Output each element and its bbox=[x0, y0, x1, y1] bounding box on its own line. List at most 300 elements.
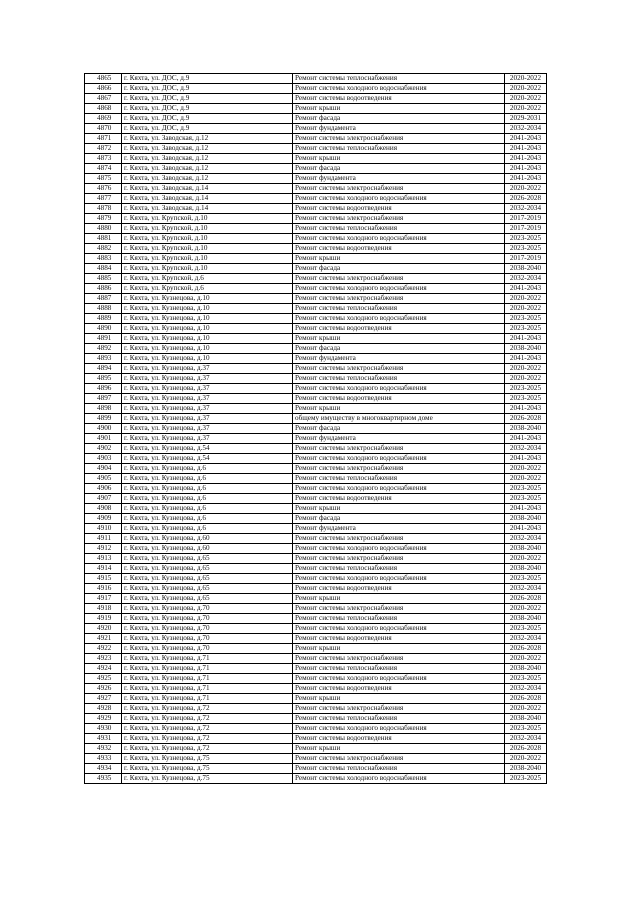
table-row bbox=[85, 464, 547, 474]
period-cell: 2023-2025 bbox=[505, 574, 547, 584]
period-cell: 2026-2028 bbox=[505, 414, 547, 424]
work-type-cell: Ремонт системы водоотведения bbox=[293, 734, 505, 744]
table-row bbox=[85, 264, 547, 274]
period-cell: 2023-2025 bbox=[505, 724, 547, 734]
work-type-cell: Ремонт системы теплоснабжения bbox=[293, 474, 505, 484]
address-cell: г. Кяхта, ул. Заводская, д.12 bbox=[122, 134, 293, 144]
work-type-cell: Ремонт системы теплоснабжения bbox=[293, 304, 505, 314]
address-cell: г. Кяхта, ул. ДОС, д.9 bbox=[122, 74, 293, 84]
period-cell: 2038-2040 bbox=[505, 714, 547, 724]
row-number-cell: 4921 bbox=[85, 634, 122, 644]
work-type-cell: Ремонт системы теплоснабжения bbox=[293, 564, 505, 574]
row-number-cell: 4906 bbox=[85, 484, 122, 494]
period-cell: 2038-2040 bbox=[505, 564, 547, 574]
period-cell: 2041-2043 bbox=[505, 174, 547, 184]
address-cell: г. Кяхта, ул. Кузнецова, д.72 bbox=[122, 744, 293, 754]
address-cell: г. Кяхта, ул. Кузнецова, д.37 bbox=[122, 404, 293, 414]
table-row bbox=[85, 414, 547, 424]
work-type-cell: Ремонт фасада bbox=[293, 114, 505, 124]
table-row bbox=[85, 354, 547, 364]
row-number-cell: 4871 bbox=[85, 134, 122, 144]
period-cell: 2017-2019 bbox=[505, 214, 547, 224]
table-row bbox=[85, 114, 547, 124]
address-cell: г. Кяхта, ул. Кузнецова, д.65 bbox=[122, 594, 293, 604]
address-cell: г. Кяхта, ул. Крупской, д.10 bbox=[122, 264, 293, 274]
table-row bbox=[85, 594, 547, 604]
table-row bbox=[85, 284, 547, 294]
work-type-cell: Ремонт системы электроснабжения bbox=[293, 184, 505, 194]
row-number-cell: 4870 bbox=[85, 124, 122, 134]
period-cell: 2038-2040 bbox=[505, 614, 547, 624]
period-cell: 2020-2022 bbox=[505, 704, 547, 714]
work-type-cell: Ремонт системы холодного водоснабжения bbox=[293, 674, 505, 684]
work-type-cell: Ремонт системы холодного водоснабжения bbox=[293, 484, 505, 494]
table-row bbox=[85, 604, 547, 614]
row-number-cell: 4885 bbox=[85, 274, 122, 284]
row-number-cell: 4931 bbox=[85, 734, 122, 744]
address-cell: г. Кяхта, ул. Крупской, д.10 bbox=[122, 244, 293, 254]
work-type-cell: Ремонт системы водоотведения bbox=[293, 394, 505, 404]
table-row bbox=[85, 724, 547, 734]
table-row bbox=[85, 84, 547, 94]
table-row bbox=[85, 294, 547, 304]
period-cell: 2041-2043 bbox=[505, 164, 547, 174]
row-number-cell: 4897 bbox=[85, 394, 122, 404]
row-number-cell: 4933 bbox=[85, 754, 122, 764]
address-cell: г. Кяхта, ул. Кузнецова, д.70 bbox=[122, 634, 293, 644]
period-cell: 2020-2022 bbox=[505, 474, 547, 484]
period-cell: 2020-2022 bbox=[505, 754, 547, 764]
table-row bbox=[85, 424, 547, 434]
address-cell: г. Кяхта, ул. Кузнецова, д.71 bbox=[122, 654, 293, 664]
row-number-cell: 4877 bbox=[85, 194, 122, 204]
work-type-cell: Ремонт системы электроснабжения bbox=[293, 294, 505, 304]
period-cell: 2020-2022 bbox=[505, 464, 547, 474]
period-cell: 2023-2025 bbox=[505, 384, 547, 394]
row-number-cell: 4866 bbox=[85, 84, 122, 94]
period-cell: 2032-2034 bbox=[505, 534, 547, 544]
table-row bbox=[85, 144, 547, 154]
work-type-cell: Ремонт системы теплоснабжения bbox=[293, 74, 505, 84]
address-cell: г. Кяхта, ул. Заводская, д.14 bbox=[122, 204, 293, 214]
table-row bbox=[85, 454, 547, 464]
period-cell: 2020-2022 bbox=[505, 104, 547, 114]
row-number-cell: 4909 bbox=[85, 514, 122, 524]
address-cell: г. Кяхта, ул. Кузнецова, д.72 bbox=[122, 724, 293, 734]
table-row bbox=[85, 694, 547, 704]
period-cell: 2041-2043 bbox=[505, 334, 547, 344]
address-cell: г. Кяхта, ул. Кузнецова, д.72 bbox=[122, 704, 293, 714]
period-cell: 2023-2025 bbox=[505, 774, 547, 784]
work-type-cell: Ремонт системы холодного водоснабжения bbox=[293, 314, 505, 324]
address-cell: г. Кяхта, ул. Кузнецова, д.54 bbox=[122, 444, 293, 454]
work-type-cell: Ремонт крыши bbox=[293, 104, 505, 114]
row-number-cell: 4929 bbox=[85, 714, 122, 724]
row-number-cell: 4868 bbox=[85, 104, 122, 114]
work-type-cell: Ремонт системы электроснабжения bbox=[293, 444, 505, 454]
table-row bbox=[85, 234, 547, 244]
address-cell: г. Кяхта, ул. Кузнецова, д.71 bbox=[122, 664, 293, 674]
row-number-cell: 4872 bbox=[85, 144, 122, 154]
work-type-cell: Ремонт системы электроснабжения bbox=[293, 274, 505, 284]
work-type-cell: Ремонт системы водоотведения bbox=[293, 204, 505, 214]
address-cell: г. Кяхта, ул. Кузнецова, д.70 bbox=[122, 644, 293, 654]
row-number-cell: 4880 bbox=[85, 224, 122, 234]
period-cell: 2032-2034 bbox=[505, 204, 547, 214]
period-cell: 2020-2022 bbox=[505, 654, 547, 664]
address-cell: г. Кяхта, ул. Кузнецова, д.10 bbox=[122, 344, 293, 354]
period-cell: 2026-2028 bbox=[505, 194, 547, 204]
row-number-cell: 4907 bbox=[85, 494, 122, 504]
period-cell: 2032-2034 bbox=[505, 124, 547, 134]
table-row bbox=[85, 124, 547, 134]
table-body bbox=[85, 74, 547, 784]
row-number-cell: 4884 bbox=[85, 264, 122, 274]
period-cell: 2023-2025 bbox=[505, 234, 547, 244]
address-cell: г. Кяхта, ул. Крупской, д.6 bbox=[122, 274, 293, 284]
work-type-cell: Ремонт системы теплоснабжения bbox=[293, 664, 505, 674]
table-row bbox=[85, 644, 547, 654]
work-type-cell: Ремонт фасада bbox=[293, 264, 505, 274]
table-row bbox=[85, 274, 547, 284]
table-row bbox=[85, 474, 547, 484]
table-row bbox=[85, 554, 547, 564]
table-row bbox=[85, 344, 547, 354]
table-row bbox=[85, 524, 547, 534]
row-number-cell: 4873 bbox=[85, 154, 122, 164]
period-cell: 2038-2040 bbox=[505, 664, 547, 674]
period-cell: 2023-2025 bbox=[505, 484, 547, 494]
work-type-cell: Ремонт системы электроснабжения bbox=[293, 364, 505, 374]
row-number-cell: 4893 bbox=[85, 354, 122, 364]
work-type-cell: Ремонт системы электроснабжения bbox=[293, 704, 505, 714]
work-type-cell: Ремонт системы теплоснабжения bbox=[293, 374, 505, 384]
row-number-cell: 4865 bbox=[85, 74, 122, 84]
row-number-cell: 4922 bbox=[85, 644, 122, 654]
address-cell: г. Кяхта, ул. Кузнецова, д.37 bbox=[122, 414, 293, 424]
address-cell: г. Кяхта, ул. Кузнецова, д.54 bbox=[122, 454, 293, 464]
table-row bbox=[85, 444, 547, 454]
work-type-cell: Ремонт фундамента bbox=[293, 434, 505, 444]
address-cell: г. Кяхта, ул. Крупской, д.10 bbox=[122, 224, 293, 234]
table-row bbox=[85, 254, 547, 264]
row-number-cell: 4876 bbox=[85, 184, 122, 194]
row-number-cell: 4892 bbox=[85, 344, 122, 354]
period-cell: 2023-2025 bbox=[505, 394, 547, 404]
row-number-cell: 4908 bbox=[85, 504, 122, 514]
row-number-cell: 4916 bbox=[85, 584, 122, 594]
address-cell: г. Кяхта, ул. ДОС, д.9 bbox=[122, 114, 293, 124]
row-number-cell: 4911 bbox=[85, 534, 122, 544]
address-cell: г. Кяхта, ул. Кузнецова, д.71 bbox=[122, 674, 293, 684]
work-type-cell: Ремонт фундамента bbox=[293, 124, 505, 134]
row-number-cell: 4934 bbox=[85, 764, 122, 774]
work-type-cell: Ремонт фасада bbox=[293, 164, 505, 174]
row-number-cell: 4895 bbox=[85, 374, 122, 384]
table-row bbox=[85, 504, 547, 514]
address-cell: г. Кяхта, ул. ДОС, д.9 bbox=[122, 124, 293, 134]
table-row bbox=[85, 754, 547, 764]
period-cell: 2041-2043 bbox=[505, 404, 547, 414]
row-number-cell: 4882 bbox=[85, 244, 122, 254]
row-number-cell: 4915 bbox=[85, 574, 122, 584]
row-number-cell: 4894 bbox=[85, 364, 122, 374]
work-type-cell: Ремонт системы водоотведения bbox=[293, 634, 505, 644]
address-cell: г. Кяхта, ул. Кузнецова, д.75 bbox=[122, 774, 293, 784]
work-type-cell: Ремонт фасада bbox=[293, 514, 505, 524]
table-row bbox=[85, 634, 547, 644]
period-cell: 2026-2028 bbox=[505, 644, 547, 654]
period-cell: 2041-2043 bbox=[505, 134, 547, 144]
period-cell: 2041-2043 bbox=[505, 354, 547, 364]
row-number-cell: 4883 bbox=[85, 254, 122, 264]
address-cell: г. Кяхта, ул. Кузнецова, д.10 bbox=[122, 314, 293, 324]
row-number-cell: 4891 bbox=[85, 334, 122, 344]
work-type-cell: Ремонт системы водоотведения bbox=[293, 494, 505, 504]
table-row bbox=[85, 104, 547, 114]
table-row bbox=[85, 564, 547, 574]
period-cell: 2032-2034 bbox=[505, 734, 547, 744]
row-number-cell: 4899 bbox=[85, 414, 122, 424]
row-number-cell: 4905 bbox=[85, 474, 122, 484]
table-row bbox=[85, 164, 547, 174]
period-cell: 2020-2022 bbox=[505, 84, 547, 94]
address-cell: г. Кяхта, ул. Заводская, д.12 bbox=[122, 154, 293, 164]
period-cell: 2023-2025 bbox=[505, 314, 547, 324]
period-cell: 2029-2031 bbox=[505, 114, 547, 124]
period-cell: 2020-2022 bbox=[505, 94, 547, 104]
row-number-cell: 4900 bbox=[85, 424, 122, 434]
row-number-cell: 4879 bbox=[85, 214, 122, 224]
period-cell: 2041-2043 bbox=[505, 284, 547, 294]
row-number-cell: 4903 bbox=[85, 454, 122, 464]
table-row bbox=[85, 394, 547, 404]
work-type-cell: Ремонт системы электроснабжения bbox=[293, 134, 505, 144]
row-number-cell: 4919 bbox=[85, 614, 122, 624]
row-number-cell: 4924 bbox=[85, 664, 122, 674]
work-type-cell: Ремонт крыши bbox=[293, 694, 505, 704]
period-cell: 2032-2034 bbox=[505, 634, 547, 644]
table-row bbox=[85, 534, 547, 544]
period-cell: 2032-2034 bbox=[505, 584, 547, 594]
work-type-cell: Ремонт системы холодного водоснабжения bbox=[293, 574, 505, 584]
period-cell: 2020-2022 bbox=[505, 374, 547, 384]
period-cell: 2020-2022 bbox=[505, 304, 547, 314]
address-cell: г. Кяхта, ул. Кузнецова, д.75 bbox=[122, 754, 293, 764]
row-number-cell: 4928 bbox=[85, 704, 122, 714]
period-cell: 2041-2043 bbox=[505, 454, 547, 464]
period-cell: 2017-2019 bbox=[505, 224, 547, 234]
address-cell: г. Кяхта, ул. Кузнецова, д.6 bbox=[122, 474, 293, 484]
table-row bbox=[85, 574, 547, 584]
row-number-cell: 4925 bbox=[85, 674, 122, 684]
row-number-cell: 4927 bbox=[85, 694, 122, 704]
row-number-cell: 4878 bbox=[85, 204, 122, 214]
work-type-cell: Ремонт системы электроснабжения bbox=[293, 754, 505, 764]
row-number-cell: 4902 bbox=[85, 444, 122, 454]
table-row bbox=[85, 194, 547, 204]
table-row bbox=[85, 134, 547, 144]
work-type-cell: Ремонт системы холодного водоснабжения bbox=[293, 84, 505, 94]
work-type-cell: Ремонт фасада bbox=[293, 424, 505, 434]
address-cell: г. Кяхта, ул. Кузнецова, д.72 bbox=[122, 734, 293, 744]
period-cell: 2038-2040 bbox=[505, 264, 547, 274]
address-cell: г. Кяхта, ул. Кузнецова, д.71 bbox=[122, 684, 293, 694]
row-number-cell: 4920 bbox=[85, 624, 122, 634]
table-row bbox=[85, 624, 547, 634]
address-cell: г. Кяхта, ул. Заводская, д.14 bbox=[122, 194, 293, 204]
table-row bbox=[85, 314, 547, 324]
row-number-cell: 4896 bbox=[85, 384, 122, 394]
row-number-cell: 4932 bbox=[85, 744, 122, 754]
table-row bbox=[85, 734, 547, 744]
table-row bbox=[85, 204, 547, 214]
address-cell: г. Кяхта, ул. Крупской, д.10 bbox=[122, 234, 293, 244]
work-type-cell: Ремонт крыши bbox=[293, 334, 505, 344]
table-row bbox=[85, 434, 547, 444]
period-cell: 2020-2022 bbox=[505, 554, 547, 564]
period-cell: 2026-2028 bbox=[505, 744, 547, 754]
address-cell: г. Кяхта, ул. Кузнецова, д.6 bbox=[122, 464, 293, 474]
table-row bbox=[85, 334, 547, 344]
work-type-cell: Ремонт системы электроснабжения bbox=[293, 554, 505, 564]
work-type-cell: Ремонт системы холодного водоснабжения bbox=[293, 624, 505, 634]
work-type-cell: Ремонт системы водоотведения bbox=[293, 684, 505, 694]
row-number-cell: 4926 bbox=[85, 684, 122, 694]
period-cell: 2023-2025 bbox=[505, 624, 547, 634]
period-cell: 2020-2022 bbox=[505, 364, 547, 374]
address-cell: г. Кяхта, ул. Заводская, д.12 bbox=[122, 164, 293, 174]
table-row bbox=[85, 774, 547, 784]
period-cell: 2041-2043 bbox=[505, 144, 547, 154]
address-cell: г. Кяхта, ул. Кузнецова, д.70 bbox=[122, 614, 293, 624]
address-cell: г. Кяхта, ул. Кузнецова, д.37 bbox=[122, 424, 293, 434]
work-type-cell: Ремонт системы холодного водоснабжения bbox=[293, 544, 505, 554]
address-cell: г. Кяхта, ул. Кузнецова, д.10 bbox=[122, 294, 293, 304]
period-cell: 2017-2019 bbox=[505, 254, 547, 264]
work-type-cell: Ремонт крыши bbox=[293, 254, 505, 264]
work-type-cell: Ремонт системы теплоснабжения bbox=[293, 144, 505, 154]
row-number-cell: 4904 bbox=[85, 464, 122, 474]
period-cell: 2026-2028 bbox=[505, 694, 547, 704]
table-row bbox=[85, 304, 547, 314]
table-row bbox=[85, 174, 547, 184]
row-number-cell: 4914 bbox=[85, 564, 122, 574]
address-cell: г. Кяхта, ул. Кузнецова, д.37 bbox=[122, 384, 293, 394]
address-cell: г. Кяхта, ул. Кузнецова, д.37 bbox=[122, 434, 293, 444]
work-type-cell: Ремонт системы теплоснабжения bbox=[293, 614, 505, 624]
row-number-cell: 4886 bbox=[85, 284, 122, 294]
work-type-cell: Ремонт системы водоотведения bbox=[293, 94, 505, 104]
row-number-cell: 4923 bbox=[85, 654, 122, 664]
work-type-cell: Ремонт крыши bbox=[293, 644, 505, 654]
period-cell: 2023-2025 bbox=[505, 494, 547, 504]
work-type-cell: Ремонт системы электроснабжения bbox=[293, 214, 505, 224]
table-row bbox=[85, 744, 547, 754]
address-cell: г. Кяхта, ул. Кузнецова, д.60 bbox=[122, 534, 293, 544]
row-number-cell: 4875 bbox=[85, 174, 122, 184]
work-type-cell: Ремонт системы холодного водоснабжения bbox=[293, 454, 505, 464]
table-row bbox=[85, 184, 547, 194]
work-type-cell: общему имуществу в многоквартирном доме bbox=[293, 414, 505, 424]
table-row bbox=[85, 664, 547, 674]
address-cell: г. Кяхта, ул. Кузнецова, д.6 bbox=[122, 514, 293, 524]
address-cell: г. Кяхта, ул. Кузнецова, д.65 bbox=[122, 554, 293, 564]
address-cell: г. Кяхта, ул. ДОС, д.9 bbox=[122, 84, 293, 94]
work-type-cell: Ремонт системы водоотведения bbox=[293, 244, 505, 254]
address-cell: г. Кяхта, ул. Кузнецова, д.6 bbox=[122, 504, 293, 514]
address-cell: г. Кяхта, ул. Кузнецова, д.60 bbox=[122, 544, 293, 554]
work-type-cell: Ремонт крыши bbox=[293, 594, 505, 604]
work-type-cell: Ремонт фундамента bbox=[293, 174, 505, 184]
table-row bbox=[85, 154, 547, 164]
period-cell: 2038-2040 bbox=[505, 344, 547, 354]
row-number-cell: 4867 bbox=[85, 94, 122, 104]
row-number-cell: 4912 bbox=[85, 544, 122, 554]
address-cell: г. Кяхта, ул. ДОС, д.9 bbox=[122, 94, 293, 104]
period-cell: 2038-2040 bbox=[505, 514, 547, 524]
period-cell: 2020-2022 bbox=[505, 294, 547, 304]
period-cell: 2038-2040 bbox=[505, 424, 547, 434]
work-type-cell: Ремонт фасада bbox=[293, 344, 505, 354]
address-cell: г. Кяхта, ул. Кузнецова, д.6 bbox=[122, 494, 293, 504]
address-cell: г. Кяхта, ул. Заводская, д.14 bbox=[122, 184, 293, 194]
table-row bbox=[85, 244, 547, 254]
table-row bbox=[85, 684, 547, 694]
period-cell: 2032-2034 bbox=[505, 444, 547, 454]
address-cell: г. Кяхта, ул. Кузнецова, д.72 bbox=[122, 714, 293, 724]
work-type-cell: Ремонт системы электроснабжения bbox=[293, 604, 505, 614]
period-cell: 2020-2022 bbox=[505, 184, 547, 194]
table-row bbox=[85, 74, 547, 84]
work-type-cell: Ремонт системы холодного водоснабжения bbox=[293, 724, 505, 734]
address-cell: г. Кяхта, ул. Кузнецова, д.37 bbox=[122, 364, 293, 374]
table-row bbox=[85, 404, 547, 414]
work-type-cell: Ремонт крыши bbox=[293, 744, 505, 754]
period-cell: 2020-2022 bbox=[505, 604, 547, 614]
row-number-cell: 4869 bbox=[85, 114, 122, 124]
row-number-cell: 4890 bbox=[85, 324, 122, 334]
period-cell: 2020-2022 bbox=[505, 74, 547, 84]
address-cell: г. Кяхта, ул. Кузнецова, д.65 bbox=[122, 574, 293, 584]
address-cell: г. Кяхта, ул. ДОС, д.9 bbox=[122, 104, 293, 114]
table-row bbox=[85, 544, 547, 554]
work-type-cell: Ремонт фундамента bbox=[293, 354, 505, 364]
row-number-cell: 4898 bbox=[85, 404, 122, 414]
address-cell: г. Кяхта, ул. Крупской, д.10 bbox=[122, 214, 293, 224]
address-cell: г. Кяхта, ул. Кузнецова, д.71 bbox=[122, 694, 293, 704]
work-type-cell: Ремонт системы электроснабжения bbox=[293, 654, 505, 664]
work-type-cell: Ремонт системы холодного водоснабжения bbox=[293, 234, 505, 244]
table-row bbox=[85, 384, 547, 394]
row-number-cell: 4935 bbox=[85, 774, 122, 784]
period-cell: 2041-2043 bbox=[505, 434, 547, 444]
work-type-cell: Ремонт системы теплоснабжения bbox=[293, 224, 505, 234]
table-row bbox=[85, 94, 547, 104]
table-row bbox=[85, 704, 547, 714]
table-row bbox=[85, 584, 547, 594]
work-type-cell: Ремонт системы холодного водоснабжения bbox=[293, 774, 505, 784]
address-cell: г. Кяхта, ул. Крупской, д.10 bbox=[122, 254, 293, 264]
row-number-cell: 4901 bbox=[85, 434, 122, 444]
period-cell: 2038-2040 bbox=[505, 544, 547, 554]
table-row bbox=[85, 614, 547, 624]
address-cell: г. Кяхта, ул. Заводская, д.12 bbox=[122, 174, 293, 184]
row-number-cell: 4888 bbox=[85, 304, 122, 314]
address-cell: г. Кяхта, ул. Кузнецова, д.37 bbox=[122, 394, 293, 404]
row-number-cell: 4889 bbox=[85, 314, 122, 324]
table-row bbox=[85, 674, 547, 684]
